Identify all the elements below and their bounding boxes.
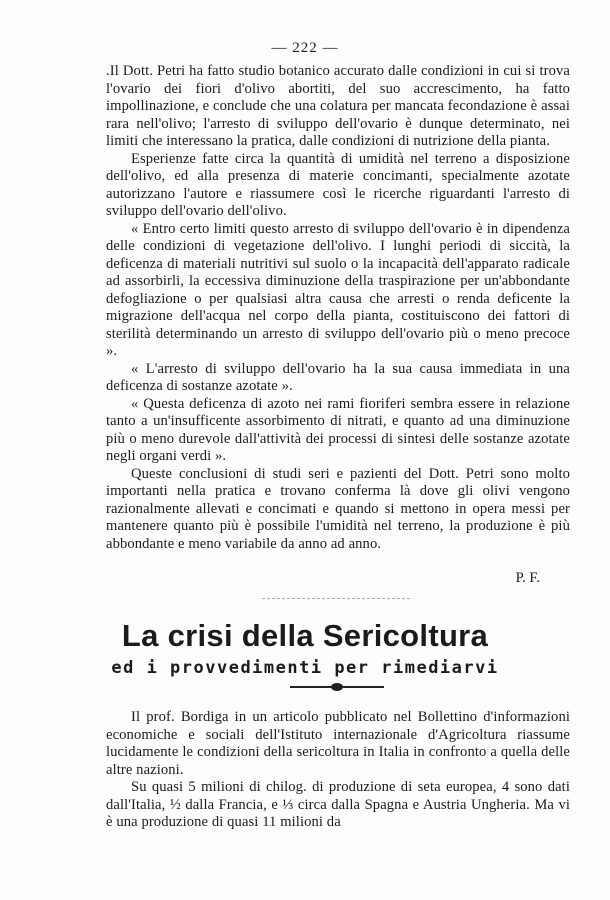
- paragraph-quote-arrest: « L'arresto di sviluppo dell'ovario ha la sua causa immediata in una deficenza di sostanze azotate ».: [106, 360, 570, 394]
- signature: P. F.: [515, 570, 540, 586]
- section-divider: [262, 598, 410, 601]
- paragraph-silk-production: Su quasi 5 milioni di chilog. di produzione di seta europea, 4 sono dati dall'Italia, ½ dalla Francia, e ⅓ circa dalla Spagna e Austria Ungheria. Ma vi è una produzione di quasi 11 milioni da: [106, 779, 570, 830]
- paragraph-conclusions: Queste conclusioni di studi seri e pazienti del Dott. Petri sono molto importanti nella pratica e trovano conferma là dove gli olivi vengono razionalmente allevati e concimati e quando si mettono in opera messi per mantenere quanto più è possibile l'umidità nel terreno, la produzione è più abbondante e meno variabile da anno ad anno.: [106, 465, 570, 552]
- paragraph-bordiga: Il prof. Bordiga in un articolo pubblicato nel Bollettino d'informazioni economiche e sociali dell'Istituto internazionale d'Agricoltura riassume lucidamente le condizioni della sericoltura in Italia in confronto a quella delle altre nazioni.: [106, 709, 570, 778]
- article-subtitle: ed i provvedimenti per rimediarvi: [111, 658, 499, 678]
- continuation-text: [106, 63, 570, 553]
- article-body: [106, 709, 570, 832]
- paragraph-petri-study: .Il Dott. Petri ha fatto studio botanico accurato dalle condizioni in cui si trova l'ovario dei fiori d'olivo abortiti, del suo accrescimento, ha fatto impollinazione, e conclude che una colatura per mancata fecondazione è assai rara nell'olivo; l'arresto di sviluppo dell'ovario è dunque determinato, nei limiti che interessano la pratica, dalle condizioni di nutrizione della pianta.: [106, 63, 570, 149]
- paragraph-quote-limits: « Entro certo limiti questo arresto di sviluppo dell'ovario è in dipendenza delle condizioni di vegetazione dell'olivo. I lunghi periodi di siccità, la deficenza di materiali nutritivi sul suolo o la incapacità dell'apparato radicale ad assorbirli, la eccessiva diminuzione della traspirazione per un'abbondante defogliazione o per qualsiasi altra causa che arresti o renda deficente la migrazione dell'acqua nel corpo della pianta, costituiscono dei fattori di sterilità determinando un arresto di sviluppo dell'ovario più o meno precoce ».: [106, 220, 570, 359]
- title-ornament-dot: [331, 683, 343, 691]
- paragraph-humidity-experiments: Esperienze fatte circa la quantità di umidità nel terreno a disposizione dell'olivo, ed alla presenza di materie concimanti, specialmente azotate autorizzano l'autore e riassumere così le ricerche riguardanti l'arresto di sviluppo dell'ovario dell'olivo.: [106, 150, 570, 219]
- page-number: — 222 —: [271, 40, 339, 56]
- paragraph-quote-deficiency: « Questa deficenza di azoto nei rami fioriferi sembra essere in relazione tanto a un'insufficente assorbimento di nitrati, e quanto ad una diminuzione più o meno durevole dall'attività dei processi di sintesi delle sostanze azotate negli organi verdi ».: [106, 395, 570, 464]
- article-title: La crisi della Sericoltura: [121, 618, 489, 653]
